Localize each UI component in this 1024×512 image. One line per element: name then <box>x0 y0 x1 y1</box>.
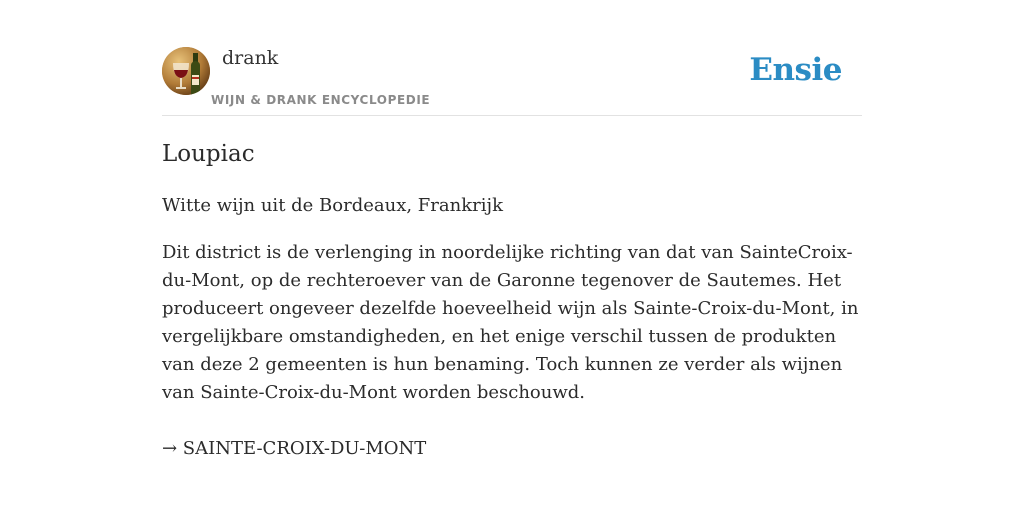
article-lead: Witte wijn uit de Bordeaux, Frankrijk <box>162 195 503 216</box>
brand-logo[interactable]: Ensie <box>749 52 842 88</box>
category-avatar[interactable] <box>162 47 210 95</box>
cross-reference-link[interactable]: → SAINTE-CROIX-DU-MONT <box>162 438 427 459</box>
wine-bottle-glass-icon <box>162 47 210 95</box>
header <box>162 46 862 116</box>
category-label[interactable]: drank <box>222 47 279 69</box>
encyclopedia-subtitle: WIJN & DRANK ENCYCLOPEDIE <box>211 93 431 107</box>
article-body: Dit district is de verlenging in noordelijke richting van dat van SainteCroix-du-Mont, op de rechteroever van de Garonne tegenover de Sautemes. Het produceert ongeveer dezelfde hoeveelheid wijn als Sainte-Croix-du-Mont, in vergelijkbare omstandigheden, en het enige verschil tussen de produkten van deze 2 gemeenten is hun benaming. Toch kunnen ze verder als wijnen van Sainte-Croix-du-Mont worden beschouwd. <box>162 242 859 403</box>
article-title: Loupiac <box>162 141 255 167</box>
